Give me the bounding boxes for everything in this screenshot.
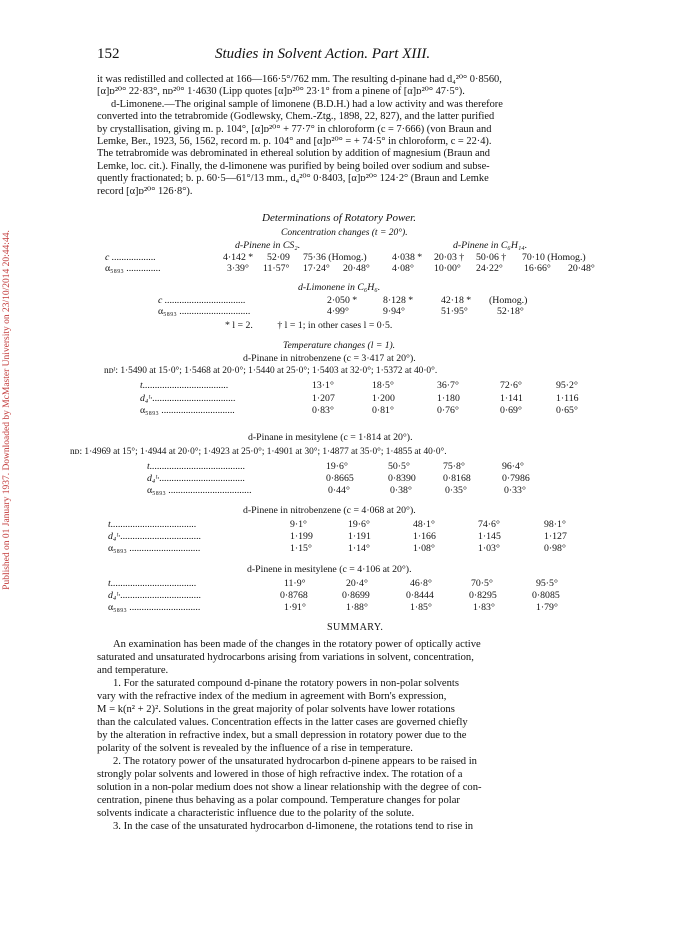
text-line: it was redistilled and collected at 166—166·5°/762 mm. The resulting d-pinane had d₄²⁰° 0·8560, (97, 74, 502, 85)
table-cell: 0·65° (556, 405, 578, 416)
section-title: Determinations of Rotatory Power. (262, 212, 416, 224)
table-cell: 13·1° (312, 380, 334, 391)
table-cell: 4·99° (327, 306, 349, 317)
table-cell: 0·8444 (406, 590, 434, 601)
table-cell: 0·8665 (326, 473, 354, 484)
table-cell: 1·14° (348, 543, 370, 554)
table-cell: 1·83° (473, 602, 495, 613)
table-cell: 75·8° (443, 461, 465, 472)
table-cell: 0·38° (390, 485, 412, 496)
text-line: strongly polar solvents and lowered in those of high refractive index. The rotation of a (97, 769, 463, 780)
text-line: 3. In the case of the unsaturated hydrocarbon d-limonene, the rotations tend to rise in (113, 821, 474, 832)
page-number: 152 (97, 46, 120, 62)
row-label: t................................... (140, 380, 229, 391)
table-cell: 48·1° (413, 519, 435, 530)
table-cell: 0·69° (500, 405, 522, 416)
table-footnote: * l = 2. † l = 1; in other cases l = 0·5. (225, 320, 393, 331)
table-cell: 1·79° (536, 602, 558, 613)
text-line: Lemke, Ber., 1923, 56, 1562, record m. p. 104° and [α]ᴅ²⁰° = + 74·5° in chloroform, c = 22·4). (97, 136, 492, 148)
table-cell: 20·03 † (434, 252, 465, 263)
row-label: α₅₈₉₃ ............................. (158, 306, 251, 317)
table-cell: 9·94° (383, 306, 405, 317)
table-cell: 1·15° (290, 543, 312, 554)
row-label: α₅₈₉₃ ............................. (108, 543, 201, 554)
table-cell: 51·95° (441, 306, 468, 317)
table-cell: 9·1° (290, 519, 307, 530)
table-cell: 0·98° (544, 543, 566, 554)
row-label: d₄ᵗ·................................. (108, 531, 202, 542)
table-cell: 1·08° (413, 543, 435, 554)
table-cell: 96·4° (502, 461, 524, 472)
group-heading: d-Pinene in C₆H₁₄. (453, 240, 528, 251)
subsection-heading: Concentration changes (t = 20°). (281, 228, 408, 238)
table-cell: 1·180 (437, 393, 460, 404)
table-cell: 1·166 (413, 531, 436, 542)
table-cell: 42·18 * (441, 295, 472, 306)
row-label: d₄ᵗ·................................. (108, 590, 202, 601)
text-line: 1. For the saturated compound d-pinane the rotatory powers in non-polar solvents (113, 678, 459, 689)
row-label: t................................... (108, 578, 197, 589)
table-cell: 95·2° (556, 380, 578, 391)
table-cell: 1·145 (478, 531, 501, 542)
page-header (97, 46, 627, 66)
text-line: The tetrabromide was debrominated in ethereal solution by addition of magnesium (Braun and (97, 148, 491, 160)
table-cell: 50·06 † (476, 252, 507, 263)
group-heading: d-Pinene in nitrobenzene (c = 4·068 at 20°). (243, 505, 416, 516)
table-cell: 10·00° (434, 263, 461, 274)
text-line: vary with the refractive index of the medium in agreement with Born's expression, (97, 691, 447, 702)
table-cell: 1·207 (312, 393, 335, 404)
table-cell: 1·88° (346, 602, 368, 613)
text-line: solvents indicate a characteristic influence due to the polarity of the solute. (97, 808, 415, 819)
table-cell: 0·8699 (342, 590, 370, 601)
table-cell: 1·199 (290, 531, 313, 542)
table-cell: 0·8390 (388, 473, 416, 484)
table-cell: 8·128 * (383, 295, 414, 306)
table-cell: 19·6° (348, 519, 370, 530)
table-cell: 52·18° (497, 306, 524, 317)
text-line: 2. The rotatory power of the unsaturated hydrocarbon d-pinene appears to be raised in (113, 756, 477, 767)
group-heading: d-Pinene in mesitylene (c = 4·106 at 20°). (247, 564, 412, 575)
row-label: α₅₈₉₃ .............................. (140, 405, 235, 416)
table-cell: 0·8768 (280, 590, 308, 601)
table-cell: 20·48° (343, 263, 370, 274)
text-line: converted into the tetrabromide (Godlewsky, Chem.-Ztg., 1898, 22, 827), and the latter purified (97, 111, 495, 123)
text-line: by the alteration in refractive index, but a small depression in rotatory power due to the (97, 730, 467, 741)
table-cell: 1·91° (284, 602, 306, 613)
row-label: α₅₈₉₃ .................................. (147, 485, 252, 496)
table-cell: 95·5° (536, 578, 558, 589)
table-cell: 0·8085 (532, 590, 560, 601)
summary-heading: SUMMARY. (327, 622, 384, 633)
text-line: centration, pinene thus behaving as a polar compound. Temperature changes for polar (97, 795, 460, 806)
table-cell: 1·191 (348, 531, 371, 542)
table-cell: 1·116 (556, 393, 579, 404)
text-line: An examination has been made of the changes in the rotatory power of optically active (113, 639, 481, 650)
table-cell: 0·81° (372, 405, 394, 416)
text-line: record [α]ᴅ²⁰° 126·8°). (97, 185, 193, 197)
table-cell: 11·57° (263, 263, 290, 274)
refractive-index-line: nᴅ: 1·4969 at 15°; 1·4944 at 20·0°; 1·4923 at 25·0°; 1·4901 at 30°; 1·4877 at 35·0°; 1·4855 at 40·0°. (70, 447, 447, 457)
table-cell: 24·22° (476, 263, 503, 274)
table-cell: 4·038 * (392, 252, 423, 263)
table-cell: 0·35° (445, 485, 467, 496)
table-cell: 0·33° (504, 485, 526, 496)
refractive-index-line: nᴅᵗ: 1·5490 at 15·0°; 1·5468 at 20·0°; 1·5440 at 25·0°; 1·5403 at 32·0°; 1·5372 at 40·0°. (104, 366, 438, 376)
row-label: c ................................. (158, 295, 246, 306)
summary-body (97, 638, 627, 833)
table-cell: 1·03° (478, 543, 500, 554)
table-cell: 0·44° (328, 485, 350, 496)
text-line: than the calculated values. Concentration effects in the latter cases are governed chiefly (97, 717, 468, 728)
table-cell: 98·1° (544, 519, 566, 530)
group-heading: d-Limonene in C₆H₆. (298, 282, 381, 293)
table-cell: 0·7986 (502, 473, 530, 484)
text-line: solution in a non-polar medium does not show a linear relationship with the degree of con- (97, 782, 482, 793)
group-heading: d-Pinane in nitrobenzene (c = 3·417 at 20°). (243, 353, 416, 364)
row-label: t....................................... (147, 461, 246, 472)
running-title: Studies in Solvent Action. Part XIII. (215, 46, 431, 62)
table-cell: 19·6° (326, 461, 348, 472)
text-line: by crystallisation, giving m. p. 104°, [α]ᴅ²⁰° + 77·7° in chloroform (c = 7·666) (von Braun and (97, 123, 492, 135)
table-cell: 50·5° (388, 461, 410, 472)
row-label: d₄ᵗ·.................................. (140, 393, 236, 404)
table-cell: 0·76° (437, 405, 459, 416)
table-cell: 4·08° (392, 263, 414, 274)
subsection-heading: Temperature changes (l = 1). (283, 340, 396, 351)
row-label: α₅₈₉₃ ............................. (108, 602, 201, 613)
table-cell: 36·7° (437, 380, 459, 391)
text-line: saturated and unsaturated hydrocarbons arising from variations in solvent, concentration, (97, 652, 474, 663)
text-line: polarity of the solvent is revealed by the influence of a rise in temperature. (97, 743, 413, 754)
table-cell: 1·200 (372, 393, 395, 404)
text-line: quently fractionated; b. p. 60·5—61°/13 mm., d₄²⁰° 0·8403, [α]ᴅ²⁰° 124·2° (Braun and Lemke (97, 173, 489, 185)
table-cell: 1·85° (410, 602, 432, 613)
table-cell: 70·5° (471, 578, 493, 589)
table-cell: 1·127 (544, 531, 567, 542)
text-line: M = k(n² + 2)². Solutions in the great majority of polar solvents have lower rotations (97, 704, 455, 715)
intro-paragraph (97, 74, 627, 198)
table-cell: 74·6° (478, 519, 500, 530)
text-line: Lemke, loc. cit.). Finally, the d-limonene was purified by being boiled over sodium and subse- (97, 160, 490, 172)
table-cell: 46·8° (410, 578, 432, 589)
row-label: c .................. (105, 252, 156, 263)
group-heading: d-Pinane in mesitylene (c = 1·814 at 20°). (248, 432, 413, 443)
table-cell: 20·4° (346, 578, 368, 589)
table-cell: 4·142 * (223, 252, 254, 263)
table-cell: 18·5° (372, 380, 394, 391)
group-heading: d-Pinene in CS₂. (235, 240, 301, 251)
table-cell: 0·83° (312, 405, 334, 416)
text-line: d-Limonene.—The original sample of limonene (B.D.H.) had a low activity and was therefore (111, 98, 503, 110)
text-line: [α]ᴅ²⁰° 22·83°, nᴅ²⁰° 1·4630 (Lipp quotes [α]ᴅ²⁰° 23·1° from a pinene of [α]ᴅ²⁰° 47·5°). (97, 86, 465, 98)
table-cell: 17·24° (303, 263, 330, 274)
table-cell: 0·8168 (443, 473, 471, 484)
download-notice: Published on 01 January 1937. Downloaded by McMaster University on 23/10/2014 20:44:44. (2, 230, 12, 590)
table-cell: 20·48° (568, 263, 595, 274)
table-cell: 72·6° (500, 380, 522, 391)
row-label: α₅₈₉₃ .............. (105, 263, 161, 274)
table-cell: 3·39° (227, 263, 249, 274)
row-label: d₄ᵗ·................................... (147, 473, 246, 484)
table-cell: 16·66° (524, 263, 551, 274)
table-cell: 1·141 (500, 393, 523, 404)
table-cell: 70·10 (Homog.) (522, 252, 586, 263)
table-cell: 2·050 * (327, 295, 358, 306)
row-label: t................................... (108, 519, 197, 530)
table-cell: 0·8295 (469, 590, 497, 601)
table-cell: 11·9° (284, 578, 306, 589)
table-cell: 75·36 (Homog.) (303, 252, 367, 263)
text-line: and temperature. (97, 665, 169, 676)
table-cell: (Homog.) (489, 295, 528, 306)
table-cell: 52·09 (267, 252, 290, 263)
